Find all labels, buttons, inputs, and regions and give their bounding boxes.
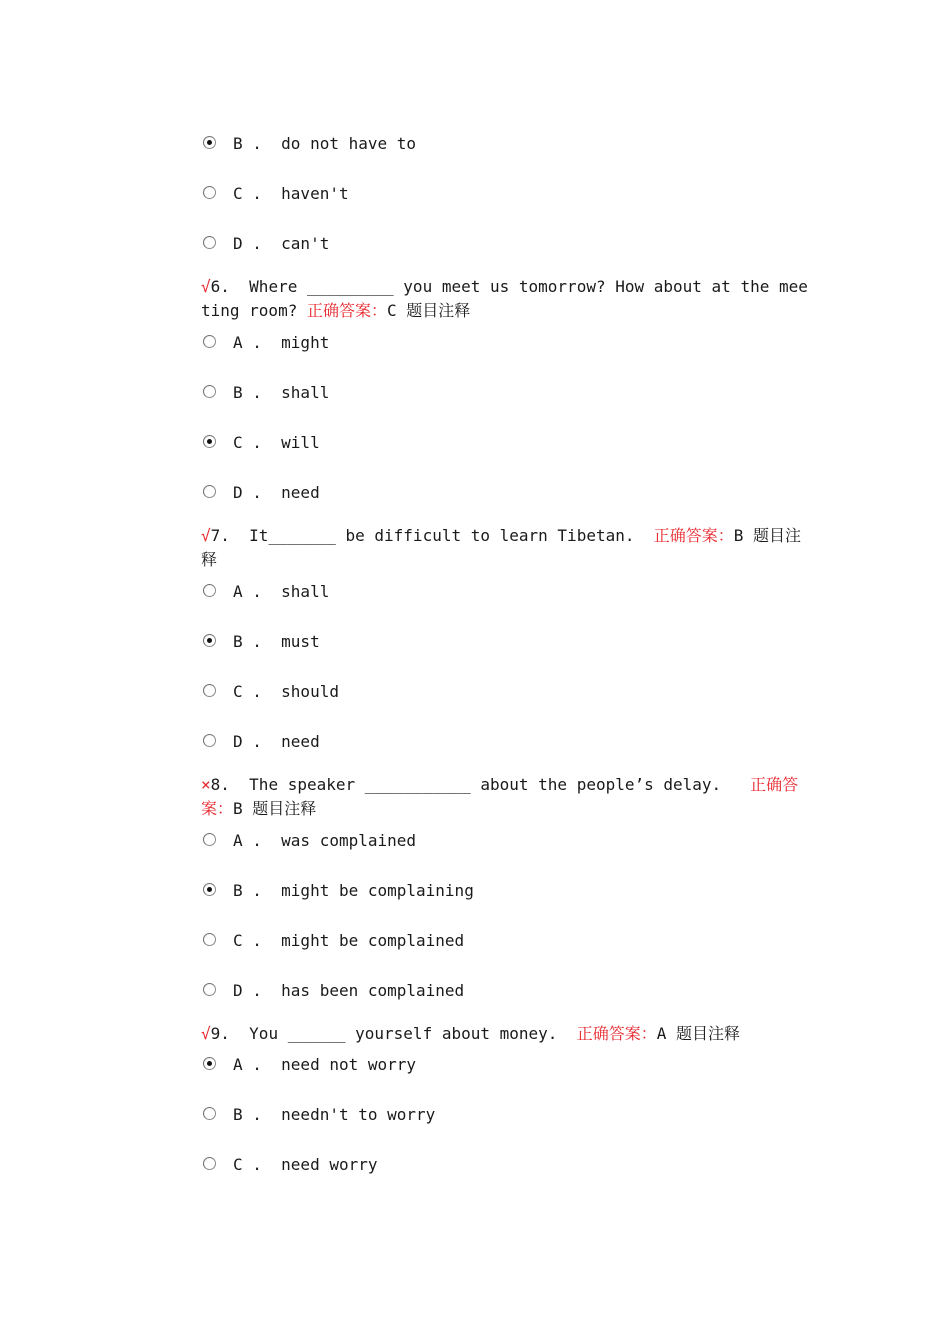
q9-text: 9. You ______ yourself about money.	[210, 1024, 577, 1043]
q5-option-c-radio[interactable]	[203, 186, 216, 199]
q7-answer-label: 正确答案：	[653, 526, 734, 545]
q7-option-d[interactable]	[203, 732, 803, 756]
q5-option-c-label: C . haven't	[233, 184, 349, 203]
q7-option-c-radio[interactable]	[203, 684, 216, 697]
q8-option-c-label: C . might be complained	[233, 931, 465, 950]
q7-option-b-radio[interactable]	[203, 634, 216, 647]
q8-answer: B	[233, 799, 253, 818]
q6-option-a-radio[interactable]	[203, 335, 216, 348]
q6-option-b-radio[interactable]	[203, 385, 216, 398]
q9-stem	[201, 1022, 811, 1046]
q7-correct-mark: √	[201, 526, 211, 545]
q6-option-d-label: D . need	[233, 483, 320, 502]
q7-stem	[201, 524, 811, 572]
q7-option-a-label: A . shall	[233, 582, 330, 601]
q9-option-b[interactable]	[203, 1105, 803, 1129]
q6-option-a[interactable]	[203, 333, 803, 357]
q9-correct-mark: √	[201, 1024, 211, 1043]
q8-option-a-label: A . was complained	[233, 831, 417, 850]
q6-answer-label: 正确答案：	[306, 301, 387, 320]
q9-option-c-label: C . need worry	[233, 1155, 378, 1174]
q7-note-link[interactable]: 题目注释	[201, 526, 802, 569]
q8-option-a-radio[interactable]	[203, 833, 216, 846]
q7-option-a[interactable]	[203, 582, 803, 606]
q7-option-d-label: D . need	[233, 732, 320, 751]
q5-option-c[interactable]	[203, 184, 803, 208]
q8-text: 8. The speaker ___________ about the people’s delay.	[210, 775, 751, 794]
q7-answer: B	[733, 526, 754, 545]
q8-option-b[interactable]	[203, 881, 803, 905]
q6-text: 6. Where _________ you meet us tomorrow? How about at the meeting room?	[201, 277, 808, 320]
q8-option-a[interactable]	[203, 831, 803, 855]
q9-answer-label: 正确答案：	[576, 1024, 657, 1043]
q8-answer-label: 正确答案：	[201, 775, 799, 818]
q5-option-d-label: D . can't	[233, 234, 330, 253]
q5-option-b[interactable]	[203, 134, 803, 158]
q9-option-b-label: B . needn't to worry	[233, 1105, 436, 1124]
q6-option-a-label: A . might	[233, 333, 330, 352]
q7-option-c[interactable]	[203, 682, 803, 706]
q6-option-c-radio[interactable]	[203, 435, 216, 448]
q9-option-a-radio[interactable]	[203, 1057, 216, 1070]
q5-option-b-radio[interactable]	[203, 136, 216, 149]
q6-stem	[201, 275, 811, 323]
q6-option-d-radio[interactable]	[203, 485, 216, 498]
q5-option-b-label: B . do not have to	[233, 134, 417, 153]
q6-option-c-label: C . will	[233, 433, 320, 452]
q6-option-b[interactable]	[203, 383, 803, 407]
q8-option-c-radio[interactable]	[203, 933, 216, 946]
q8-option-c[interactable]	[203, 931, 803, 955]
q9-option-a[interactable]	[203, 1055, 803, 1079]
q9-option-b-radio[interactable]	[203, 1107, 216, 1120]
q7-text: 7. It_______ be difficult to learn Tibetan.	[210, 526, 654, 545]
q7-option-b-label: B . must	[233, 632, 320, 651]
q5-option-d-radio[interactable]	[203, 236, 216, 249]
q9-option-a-label: A . need not worry	[233, 1055, 417, 1074]
q8-option-d[interactable]	[203, 981, 803, 1005]
q8-note-link[interactable]: 题目注释	[252, 799, 317, 818]
q6-note-link[interactable]: 题目注释	[406, 301, 471, 320]
q9-option-c[interactable]	[203, 1155, 803, 1179]
q7-option-d-radio[interactable]	[203, 734, 216, 747]
q8-stem	[201, 773, 811, 821]
q7-option-b[interactable]	[203, 632, 803, 656]
q9-option-c-radio[interactable]	[203, 1157, 216, 1170]
q8-wrong-mark: ×	[201, 775, 211, 794]
q5-option-d[interactable]	[203, 234, 803, 258]
q9-note-link[interactable]: 题目注释	[675, 1024, 740, 1043]
q6-correct-mark: √	[201, 277, 211, 296]
q6-option-c[interactable]	[203, 433, 803, 457]
q6-option-b-label: B . shall	[233, 383, 330, 402]
q6-answer: C	[386, 301, 407, 320]
q8-option-b-label: B . might be complaining	[233, 881, 474, 900]
q6-option-d[interactable]	[203, 483, 803, 507]
q7-option-c-label: C . should	[233, 682, 339, 701]
q7-option-a-radio[interactable]	[203, 584, 216, 597]
q9-answer: A	[656, 1024, 676, 1043]
q8-option-d-radio[interactable]	[203, 983, 216, 996]
q8-option-d-label: D . has been complained	[233, 981, 465, 1000]
q8-option-b-radio[interactable]	[203, 883, 216, 896]
